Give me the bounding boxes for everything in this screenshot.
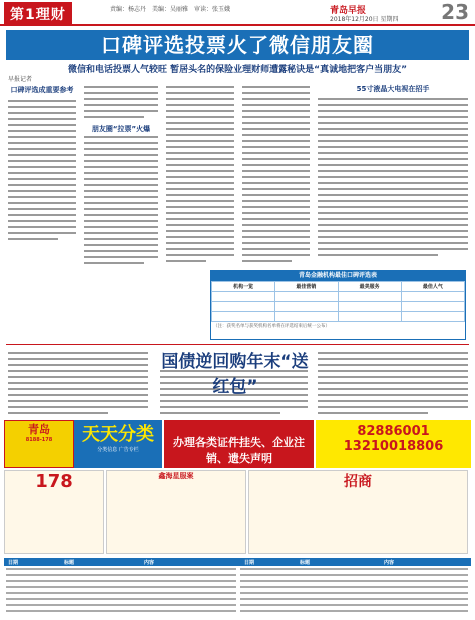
table-header: 最佳营销 xyxy=(275,282,338,292)
listing-body xyxy=(4,567,471,619)
listing-header xyxy=(4,558,471,566)
table-header: 机构一览 xyxy=(212,282,275,292)
col5-lines xyxy=(318,98,468,256)
ad-phone: 8188-178 xyxy=(25,437,53,443)
table-grid xyxy=(211,281,465,322)
rating-table xyxy=(210,270,466,340)
ad-title: 天天分类 xyxy=(82,424,154,445)
story2-headline: 国债逆回购年末“送红包” xyxy=(161,352,309,397)
table-note: （注：获奖名单与获奖机构名单将在评选结束后统一公布） xyxy=(213,324,330,329)
newspaper-logo: 青岛早报 xyxy=(330,6,367,16)
listing-col: 内容 xyxy=(144,560,155,566)
ad-logo-text: 青岛 xyxy=(28,423,50,436)
ad-title: 办理各类证件挂失、企业注销、遗失声明 xyxy=(173,436,305,465)
subhead-b: 朋友圈“拉票”火爆 xyxy=(91,125,151,133)
ad-certificate-service[interactable] xyxy=(164,420,314,468)
listing-col: 日期 xyxy=(8,560,19,566)
listing-col: 标题 xyxy=(300,560,311,566)
ad-classified-logo[interactable] xyxy=(4,420,74,468)
main-subheadline: 微信和电话投票人气较旺 暂居头名的保险业理财师遭露秘诀是“真诚地把客户当朋友” xyxy=(68,65,407,75)
page-number: 23 xyxy=(441,0,469,24)
ad-phone: 13210018806 xyxy=(343,439,444,454)
ad-block-1[interactable] xyxy=(4,470,104,554)
ad-block-3[interactable] xyxy=(248,470,468,554)
ad-title: 鑫海星服案 xyxy=(158,472,194,480)
ad-phone: 82886001 xyxy=(357,424,430,439)
col1-lines xyxy=(8,100,76,240)
listing-lines xyxy=(4,567,471,619)
section-badge: 第1理财 xyxy=(4,2,72,26)
ad-title: 178 xyxy=(35,471,73,492)
editor-credits: 责编：杨志丹 美编：吴丽雅 审读：张玉娥 xyxy=(110,6,231,13)
listing-col: 内容 xyxy=(384,560,395,566)
ad-phone-numbers[interactable] xyxy=(316,420,471,468)
col3-lines xyxy=(166,86,234,262)
ad-block-2[interactable] xyxy=(106,470,246,554)
listing-col: 标题 xyxy=(64,560,75,566)
table-header: 最美服务 xyxy=(338,282,401,292)
main-headline: 口碑评选投票火了微信朋友圈 xyxy=(6,30,469,60)
ad-subtitle: 分类信息 广告专栏 xyxy=(97,447,139,453)
table-header: 最佳人气 xyxy=(401,282,464,292)
col4-lines xyxy=(242,86,310,262)
subhead-a: 口碑评选成重要参考 xyxy=(10,86,74,94)
ad-title: 招商 xyxy=(344,474,372,490)
byline: 早报记者 xyxy=(8,76,33,83)
subhead-c: 55寸液晶大电视在招手 xyxy=(356,85,430,93)
issue-date: 2018年12月20日 星期四 xyxy=(330,16,399,23)
ad-tiantian[interactable] xyxy=(74,420,162,468)
ad-strip xyxy=(0,420,475,555)
col2-lines xyxy=(84,86,158,264)
section-divider xyxy=(6,344,469,345)
table-title: 青岛金融机构最佳口碑评选表 xyxy=(211,271,465,281)
listing-col: 日期 xyxy=(244,560,255,566)
